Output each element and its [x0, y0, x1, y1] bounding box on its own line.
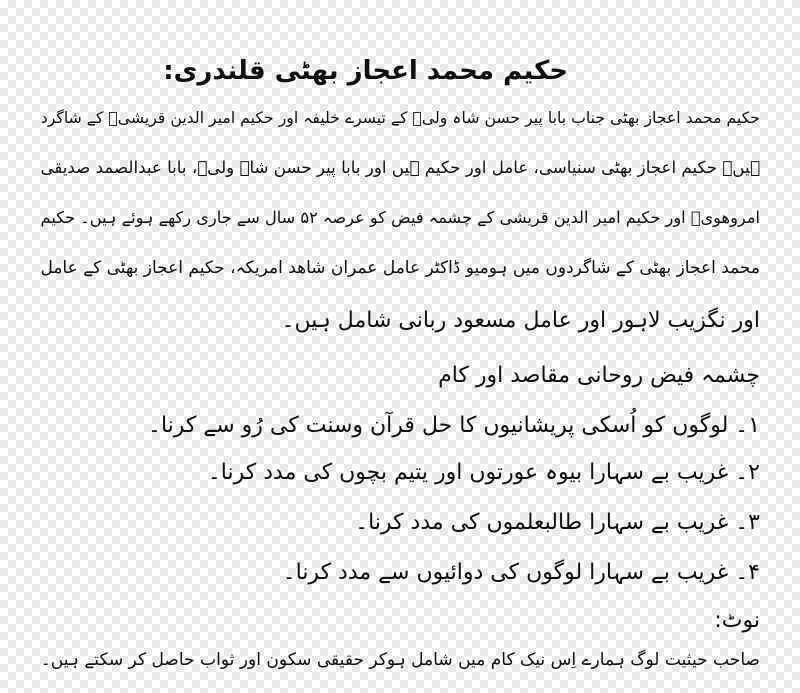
list-item-3: ۳۔ غریب بے سہارا طالبعلموں کی مدد کرنا۔ [355, 510, 760, 535]
paragraph-line-5: اور نگزیب لاہور اور عامل مسعود ربانی شامل ہیں۔ [281, 308, 760, 333]
paragraph-line-3: امروھویؒ اور حکیم امیر الدین قریشی کے چشمہ فیض کو عرصہ ۵۲ سال سے جاری رکھے ہوئے ہیں۔ حکیم [40, 208, 760, 227]
note-label: نوٹ: [714, 608, 760, 633]
document-title: حکیم محمد اعجاز بھٹی قلندری: [163, 56, 568, 86]
list-item-4: ۴۔ غریب بے سہارا لوگوں کی دوائیوں سے مدد کرنا۔ [282, 560, 760, 585]
list-item-1: ۱۔ لوگوں کو اُسکی پریشانیوں کا حل قرآن وسنت کی رُو سے کرنا۔ [148, 413, 760, 438]
note-text: صاحب حیثیت لوگ ہمارے اِس نیک کام میں شامل ہوکر حقیقی سکون اور ثواب حاصل کر سکتے ہیں۔ [40, 650, 760, 670]
paragraph-line-4: محمد اعجاز بھٹی کے شاگردوں میں ہومیو ڈاکٹر عامل عمران شاھد امریکہ، حکیم اعجاز بھٹی کے عامل [40, 258, 760, 278]
section-heading: چشمہ فیض روحانی مقاصد اور کام [438, 363, 760, 388]
paragraph-line-1: حکیم محمد اعجاز بھٹی جناب بابا پیر حسن شاہ ولیؒ کے تیسرے خلیفہ اور حکیم امیر الدین قریشیؒ کے شاگرد [40, 108, 760, 127]
list-item-2: ۲۔ غریب بے سہارا بیوہ عورتوں اور یتیم بچوں کی مدد کرنا۔ [207, 460, 760, 485]
paragraph-line-2: ہیں۔ حکیم اعجاز بھٹی سنیاسی، عامل اور حکیم ہیں اور بابا پیر حسن شاہ ولیؒ، بابا عبدالصمد صدیقی [40, 158, 760, 177]
